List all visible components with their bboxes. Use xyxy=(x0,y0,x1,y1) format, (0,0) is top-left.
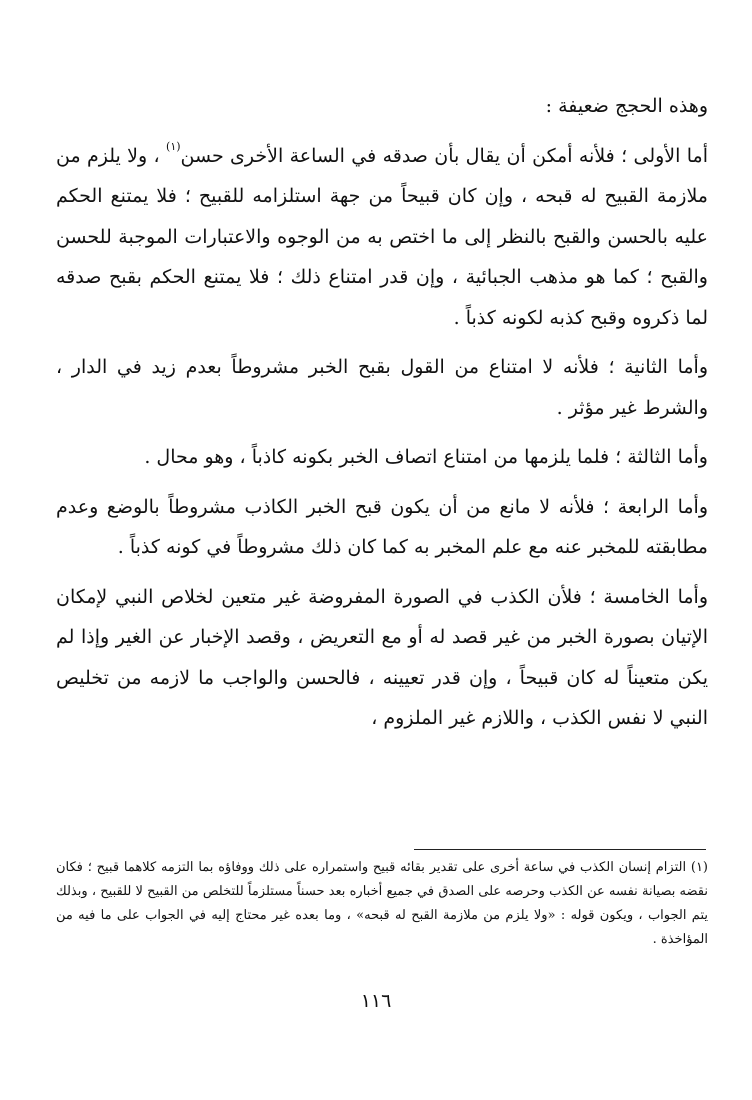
main-text xyxy=(56,86,708,739)
paragraph-fifth-argument: وأما الخامسة ؛ فلأن الكذب في الصورة المفروضة غير متعين لخلاص النبي لإمكان الإتيان بصورة الخبر من غير قصد له أو مع التعريض ، وقصد الإخبار عن الغير وإذا لم يكن متعيناً له كان قبيحاً ، وإن قدر تعيينه ، فالحسن والواجب ما لازمه من تخليص النبي لا نفس الكذب ، واللازم غير الملزوم ، xyxy=(56,585,708,729)
footnote-divider xyxy=(414,849,706,850)
paragraph-third-argument: وأما الثالثة ؛ فلما يلزمها من امتناع اتصاف الخبر بكونه كاذباً ، وهو محال . xyxy=(144,446,708,468)
page-number: ١١٦ xyxy=(360,990,392,1012)
footnotes xyxy=(56,856,708,952)
paragraph-first-argument xyxy=(56,136,708,339)
footnote-reference: (١) xyxy=(166,140,181,154)
paragraph-fourth-argument: وأما الرابعة ؛ فلأنه لا مانع من أن يكون قبح الخبر الكاذب مشروطاً بالوضع وعدم مطابقته للمخبر عنه مع علم المخبر به كما كان ذلك مشروطاً في كونه كذباً . xyxy=(56,495,708,558)
intro-line: وهذه الحجج ضعيفة : xyxy=(545,95,708,117)
paragraph-first-part-b: ، ولا يلزم من ملازمة القبيح له قبحه ، وإن كان قبيحاً من جهة استلزامه للقبيح ؛ فلا يمتنع الحكم عليه بالحسن والقبح بالنظر إلى ما اختص به من الوجوه والاعتبارات الموجبة للحسن والقبح ؛ كما هو مذهب الجبائية ، وإن قدر امتناع ذلك ؛ فلا يمتنع الحكم بقبح صدقه لما ذكروه وقبح كذبه لكونه كذباً . xyxy=(56,144,708,329)
footnote-1: (١) التزام إنسان الكذب في ساعة أخرى على تقدير بقائه قبيح واستمراره على ذلك ووفاؤه بما التزمه كلاهما قبيح ؛ فكان نقضه بصيانة نفسه عن الكذب وحرصه على الصدق في جميع أخباره بعد حسناً مستلزماً للتخلص من القبيح لا للقبيح ، وبذلك يتم الجواب ، ويكون قوله : «ولا يلزم من ملازمة القبح له قبحه» ، وما بعده غير محتاج إليه في الجواب على ما فيه من المؤاخذة . xyxy=(56,860,708,947)
paragraph-second-argument: وأما الثانية ؛ فلأنه لا امتناع من القول بقبح الخبر مشروطاً بعدم زيد في الدار ، والشرط غير مؤثر . xyxy=(56,356,708,419)
paragraph-first-part-a: أما الأولى ؛ فلأنه أمكن أن يقال بأن صدقه في الساعة الأخرى حسن xyxy=(180,144,709,167)
